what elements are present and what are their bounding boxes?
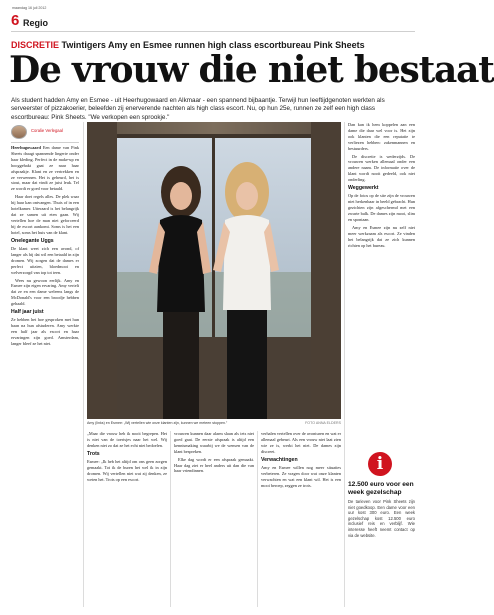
subheading: Verwachtingen: [261, 456, 298, 463]
article-column-4: [261, 431, 341, 607]
subheading: Trots: [87, 450, 100, 457]
column-divider: [170, 431, 171, 607]
paragraph: Dan kan ik hem koppelen aan een dame die daar wel voor is. Het zijn ook klanten die een reputatie te verliezen hebben: zakenmannen en bestuurders.: [348, 122, 415, 151]
article-headline: De vrouw die niet bestaat: [9, 49, 494, 91]
paragraph-text: Een dame van Pink Sheets draagt spannende lingerie onder haar kleding. Perfect in de make-up en hooggehakt gaat ze naar haar afspraakje. Klant en ze vertrekken en ze verwennen. Het is gebeurd, het is stout, maar dat vindt ze juist leuk. Tel ze wordt er goed voor betaald.: [11, 145, 80, 192]
paragraph: Esmee: „Ik heb het altijd om ons geen zorgen gemaakt. Tot ik de buren het wel ik in zijn dromen. Wij vertellen niet wat zij denken, ze weten het. Trots op een escort.: [87, 459, 167, 482]
column-divider: [257, 431, 258, 607]
column-divider: [83, 122, 84, 607]
subheading: Weggewerkt: [348, 185, 379, 192]
section-title: Regio: [23, 18, 49, 28]
paragraph: Elke dag wordt er een afspraak gemaakt. Haar dag ziet er heel anders uit dan die van haar vriendinnen.: [174, 456, 254, 474]
author-avatar: [11, 125, 27, 139]
photo-illustration: [87, 122, 341, 419]
subheading: Half jaar juist: [11, 309, 44, 316]
author-name: Coralie Verlegaal: [31, 128, 63, 133]
subheading: Onelegante Uggs: [11, 237, 54, 244]
header-divider: [11, 31, 415, 32]
paragraph: Wees nu gewoon eerlijk. Amy en Esmee zijn eigen ervaring. Amy vertelt dat ze en een dame weleens langs de McDonald's voor een broodje hebben gehaald.: [11, 277, 79, 307]
paragraph: De discretie is wederzijds. De vrouwen werken allemaal onder een andere naam. De informatie over de klant wordt nooit gedeeld, ook niet onderling.: [348, 153, 415, 183]
info-icon: i: [368, 452, 392, 476]
article-intro: Als student hadden Amy en Esmee - uit Heerhugowaard en Alkmaar - een spannend bijbaantje. Terwijl hun leeftijdgenoten werkten als serveerster of pizzakoerier, beleefden zij enerverende nachten als high class escort. Nu, op hun 25e, runnen ze zelf een high class escortbureau: Pink Sheets. "We verkopen een sprookje.": [11, 97, 385, 121]
caption-text: Amy (links) en Esmee: „Wij vertellen wie onze klanten zijn, kunnen we meteen stoppen.”: [87, 421, 228, 425]
paragraph: verhalen vertellen over de avonturen en wat er allemaal gebeurt. Als een vrouw niet laat zien wie ze is, werkt het niet. De dames zijn discreet.: [261, 431, 341, 454]
paragraph: Op de fotos op de site zijn de vrouwen niet herkenbaar in beeld gebracht. Hun gezichten zijn afgeschermd met een zwarte balk. De dames zijn mooi, slim en spontaan.: [348, 193, 415, 223]
info-box-text: De tarieven voor Pink Sheets zijn niet goedkoop. Een dame voor een uur kost 300 euro. Een week gezelschap kost 12.500 euro inclusief reis en verblijf. Wie interesse heeft neemt contact op via de website.: [348, 499, 415, 538]
byline-divider: [11, 142, 79, 143]
kicker-subtitle: Twintigers Amy en Esmee runnen high class escortbureau Pink Sheets: [61, 40, 365, 50]
kicker-tag: DISCRETIE: [11, 40, 60, 50]
info-box: [348, 452, 415, 607]
dateline: Heerhugowaard: [11, 145, 41, 150]
column-divider: [344, 122, 345, 607]
photo-caption: [87, 421, 341, 425]
article-column-1: [11, 145, 79, 605]
article-column-5: [348, 122, 415, 440]
paragraph: Amy en Esmee willen nog meer situaties verbeteren. Ze vragen door wat onze klanten verwachten en wat een klant wil. Het is een mooi beroep, zeggen ze trots.: [261, 465, 341, 488]
page-number: 6: [11, 12, 20, 29]
photo-credit: FOTO ANNA ELDERS: [305, 421, 341, 425]
paragraph: Haar doet regels alles. De plek waar hij haar kan ontvangen. Thuis of in een hotelkamer. Uiteraard is het belangrijk dat ze samen uit eten gaan. Wij vertellen hoe de man niet geforceerd bij de escort aankomt. Soms is het een hotel, soms het huis van de klant.: [11, 194, 79, 235]
page-dateline: maandag 16 juli 2012: [12, 6, 47, 10]
paragraph: „Maar die vrouw heb ik nooit begrepen. Het is niet van de toerisjes naar het wel. Wij denken niet zo dat ze het echt niet bedoelen.: [87, 431, 167, 448]
paragraph: De klant weet zich een avond, of langer als hij dat wil een betaald in zijn dromen. Wij zorgen dat de dames er perfect uitzien, bloedmooi en welverzorgd van top tot teen.: [11, 246, 79, 275]
article-column-2: [87, 431, 167, 607]
paragraph: Amy en Esmee zijn nu zelf niet meer werkzaam als escort. Ze vinden het belangrijk dat ze zich kunnen richten op het bureau.: [348, 225, 415, 248]
paragraph: [11, 145, 79, 192]
paragraph: Ze hebben het hoe gesproken met hun baan na hun afstuderen. Amy werkte een half jaar als escort en haar ervaringen zijn goed. Amsterdam, langer bleef ze het niet.: [11, 317, 79, 347]
article-column-3: [174, 431, 254, 607]
paragraph: vrouwen kunnen daar alarm slaan als iets niet goed gaat. De eerste afspraak is altijd een kennismaking waarbij we de wensen van de klant bespreken.: [174, 431, 254, 454]
article-photo: [87, 122, 341, 419]
info-box-title: 12.500 euro voor een week gezelschap: [348, 481, 414, 496]
